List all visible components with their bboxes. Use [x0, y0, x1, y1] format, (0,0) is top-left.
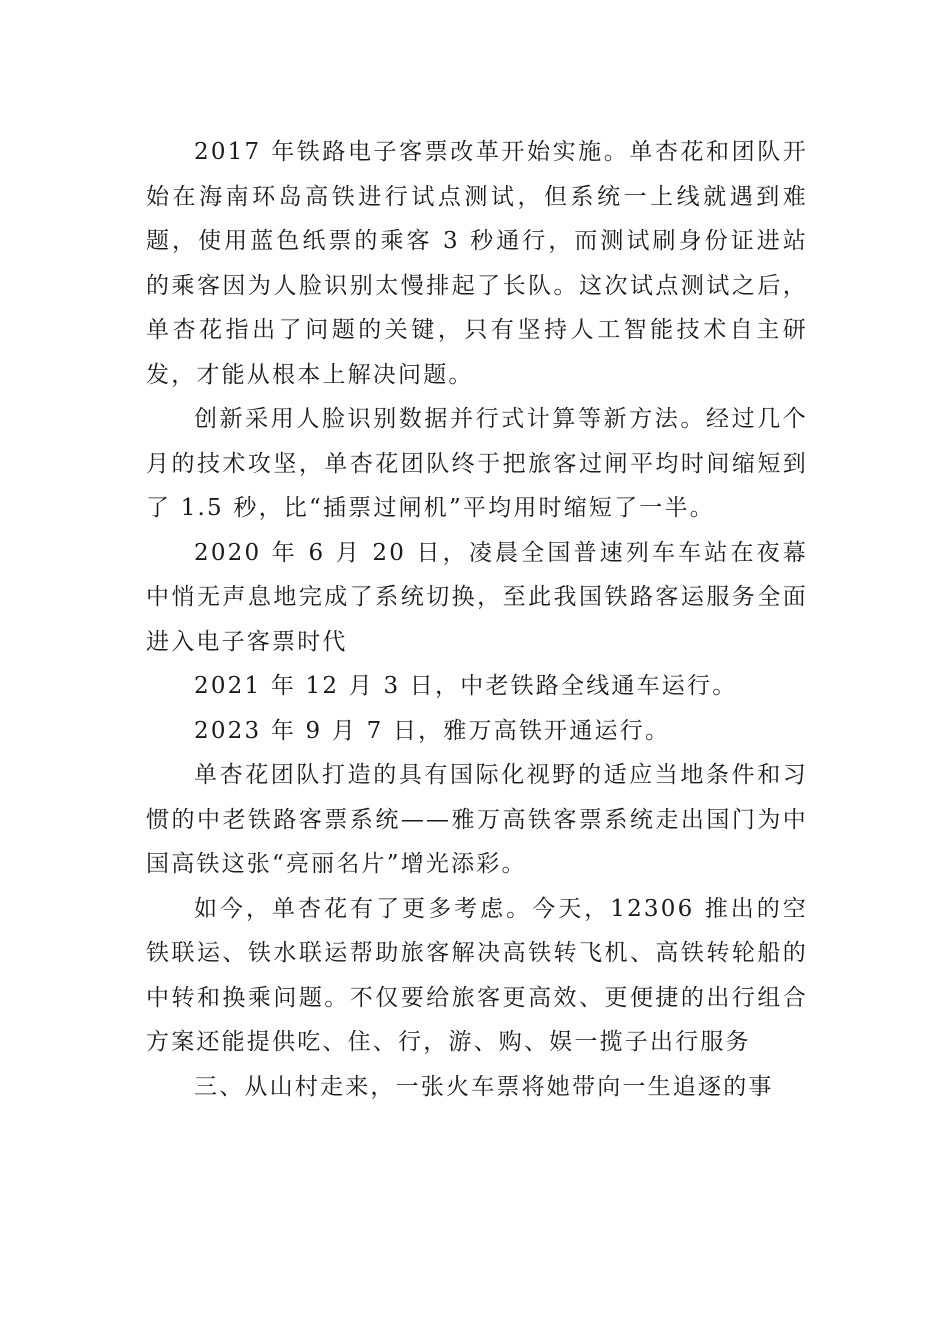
paragraph-multimodal-transport: 如今，单杏花有了更多考虑。今天，12306 推出的空铁联运、铁水联运帮助旅客解决高铁转飞机、高铁转轮船的中转和换乘问题。不仅要给旅客更高效、更便捷的出行组合方案还能提供吃、住、行，游、购、娱一揽子出行服务	[146, 895, 808, 1055]
paragraph-e-ticket-reform: 2017 年铁路电子客票改革开始实施。单杏花和团队开始在海南环岛高铁进行试点测试，但系统一上线就遇到难题，使用蓝色纸票的乘客 3 秒通行，而测试刷身份证进站的乘客因为人脸识别太慢排起了长队。这次试点测试之后，单杏花指出了问题的关键，只有坚持人工智能技术自主研发，才能从根本上解决问题。	[146, 139, 808, 388]
paragraph-2021-china-laos: 2021 年 12 月 3 日，中老铁路全线通车运行。	[194, 673, 738, 699]
paragraph-2020-switch: 2020 年 6 月 20 日，凌晨全国普速列车车站在夜幕中悄无声息地完成了系统切换，至此我国铁路客运服务全面进入电子客票时代	[146, 539, 808, 655]
paragraph-2023-jakarta-bandung: 2023 年 9 月 7 日，雅万高铁开通运行。	[194, 717, 671, 744]
paragraph-face-recognition: 创新采用人脸识别数据并行式计算等新方法。经过几个月的技术攻坚，单杏花团队终于把旅客过闸平均时间缩短到了 1.5 秒，比“插票过闸机”平均用时缩短了一半。	[146, 406, 808, 521]
paragraph-ticket-system-abroad: 单杏花团队打造的具有国际化视野的适应当地条件和习惯的中老铁路客票系统——雅万高铁客票系统走出国门为中国高铁这张“亮丽名片”增光添彩。	[146, 762, 808, 877]
document-body	[146, 130, 808, 1109]
section-heading-three: 三、从山村走来，一张火车票将她带向一生追逐的事	[194, 1073, 774, 1100]
